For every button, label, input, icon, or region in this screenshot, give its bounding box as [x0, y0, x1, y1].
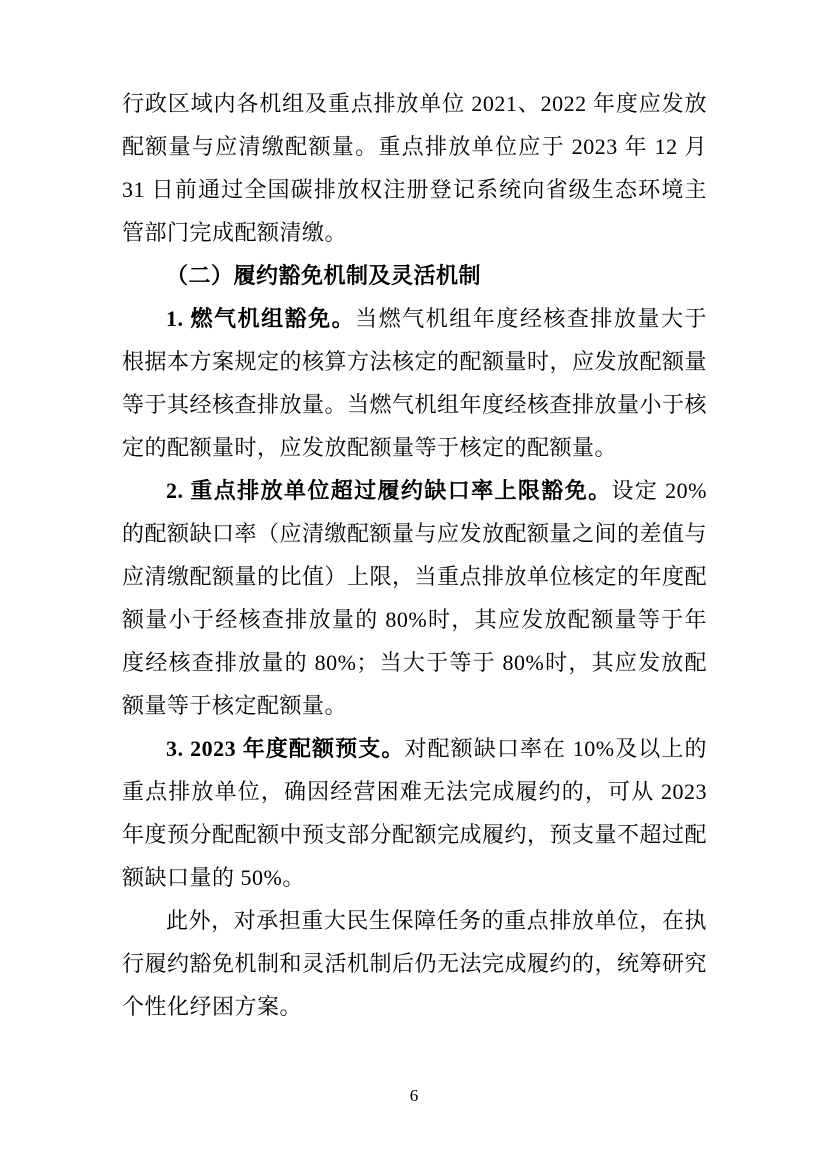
paragraph	[122, 899, 707, 1028]
document-body	[122, 82, 707, 1028]
paragraph-text: 当燃气机组年度经核查排放量大于根据本方案规定的核算方法核定的配额量时，应发放配额量等于其经核查排放量。当燃气机组年度经核查排放量小于核定的配额量时，应发放配额量等于核定的配额量。	[122, 306, 708, 460]
paragraph	[122, 727, 707, 899]
paragraph-text: 设定 20%的配额缺口率（应清缴配额量与应发放配额量之间的差值与应清缴配额量的比值）上限，当重点排放单位核定的年度配额量小于经核查排放量的 80%时，其应发放配额量等于年度经核查排放量的 80%；当大于等于 80%时，其应发放配额量等于核定配额量。	[122, 478, 708, 718]
paragraph-lead: （二）履约豁免机制及灵活机制	[166, 263, 482, 288]
paragraph	[122, 297, 707, 469]
paragraph-text: 此外，对承担重大民生保障任务的重点排放单位，在执行履约豁免机制和灵活机制后仍无法完成履约的，统筹研究个性化纾困方案。	[122, 908, 708, 1019]
paragraph-text: 行政区域内各机组及重点排放单位 2021、2022 年度应发放配额量与应清缴配额量。重点排放单位应于 2023 年 12 月 31 日前通过全国碳排放权注册登记系统向省级生态环境主管部门完成配额清缴。	[122, 91, 707, 245]
paragraph-text: 对配额缺口率在 10%及以上的重点排放单位，确因经营困难无法完成履约的，可从 2023 年度预分配配额中预支部分配额完成履约，预支量不超过配额缺口量的 50%。	[122, 736, 708, 890]
paragraph-lead: 1. 燃气机组豁免。	[166, 306, 356, 331]
section-heading	[122, 254, 707, 297]
paragraph-lead: 2. 重点排放单位超过履约缺口率上限豁免。	[166, 478, 612, 503]
page-number: 6	[409, 1086, 419, 1105]
paragraph	[122, 82, 707, 254]
paragraph-lead: 3. 2023 年度配额预支。	[166, 736, 405, 761]
paragraph	[122, 469, 707, 727]
